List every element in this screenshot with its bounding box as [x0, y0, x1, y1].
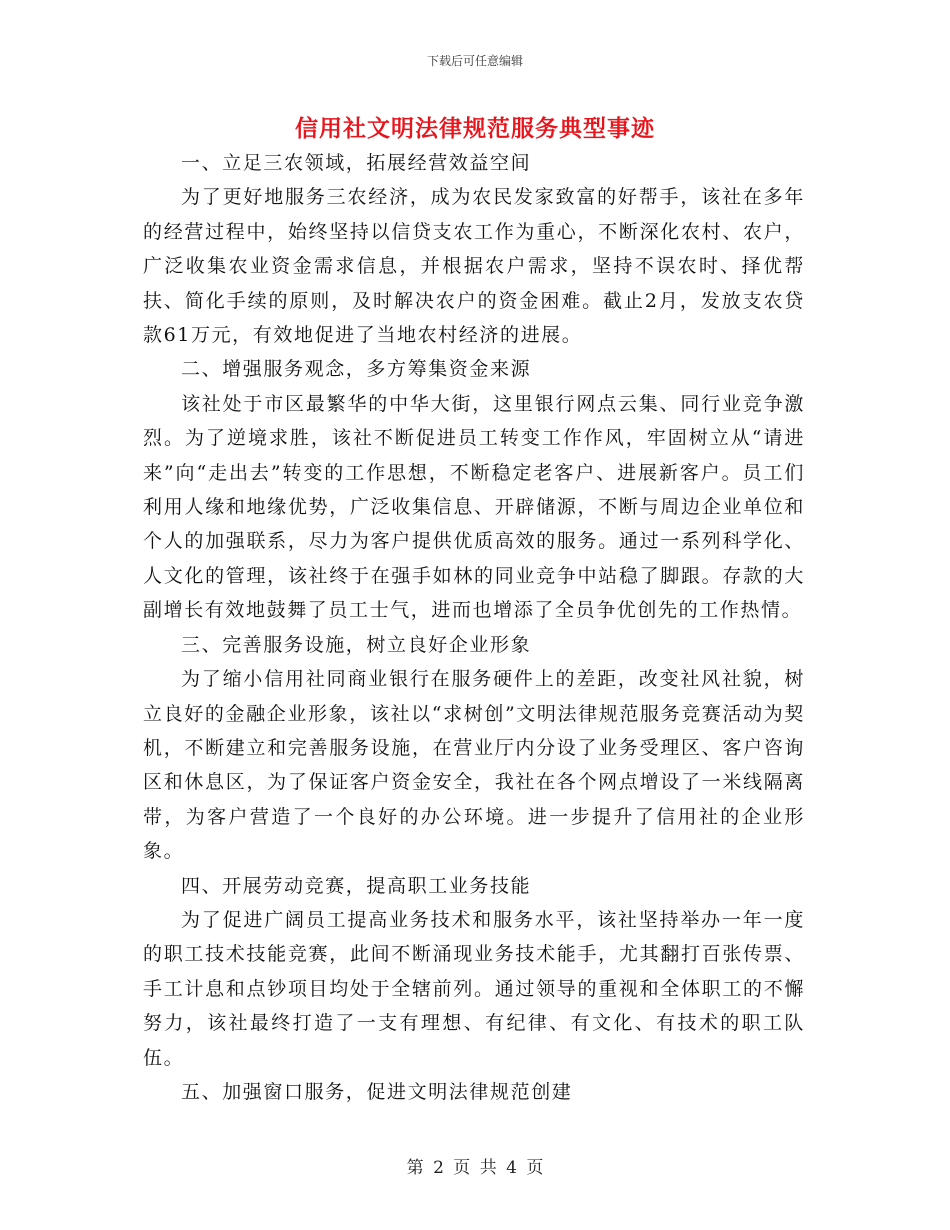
paragraph-1: 为了更好地服务三农经济，成为农民发家致富的好帮手，该社在多年的经营过程中，始终坚持以信贷支农工作为重心，不断深化农村、农户，广泛收集农业资金需求信息，并根据农户需求，坚持不误农时、择优帮扶、简化手续的原则，及时解决农户的资金困难。截止2月，发放支农贷款61万元，有效地促进了当地农村经济的进展。: [143, 186, 805, 347]
paragraph-3: 为了缩小信用社同商业银行在服务硬件上的差距，改变社风社貌，树立良好的金融企业形象，该社以“求树创”文明法律规范服务竞赛活动为契机，不断建立和完善服务设施，在营业厅内分设了业务受理区、客户咨询区和休息区，为了保证客户资金安全，我社在各个网点增设了一米线隔离带，为客户营造了一个良好的办公环境。进一步提升了信用社的企业形象。: [143, 668, 805, 863]
document-title: 信用社文明法律规范服务典型事迹: [295, 115, 655, 142]
section-heading-4: 四、开展劳动竞赛，提高职工业务技能: [181, 874, 532, 897]
section-heading-5: 五、加强窗口服务，促进文明法律规范创建: [181, 1080, 573, 1103]
document-body: [143, 146, 805, 1109]
paragraph-2: 该社处于市区最繁华的中华大街，这里银行网点云集、同行业竞争激烈。为了逆境求胜，该社不断促进员工转变工作作风，牢固树立从“请进来”向“走出去”转变的工作思想，不断稳定老客户、进展新客户。员工们利用人缘和地缘优势，广泛收集信息、开辟储源，不断与周边企业单位和个人的加强联系，尽力为客户提供优质高效的服务。通过一系列科学化、人文化的管理，该社终于在强手如林的同业竞争中站稳了脚跟。存款的大副增长有效地鼓舞了员工士气，进而也增添了全员争优创先的工作热情。: [143, 392, 805, 622]
paragraph-4: 为了促进广阔员工提高业务技术和服务水平，该社坚持举办一年一度的职工技术技能竞赛，此间不断涌现业务技术能手，尤其翻打百张传票、手工计息和点钞项目均处于全辖前列。通过领导的重视和全体职工的不懈努力，该社最终打造了一支有理想、有纪律、有文化、有技术的职工队伍。: [143, 908, 805, 1069]
section-heading-3: 三、完善服务设施，树立良好企业形象: [181, 633, 532, 656]
section-heading-1: 一、立足三农领域，拓展经营效益空间: [181, 152, 532, 174]
page-number-footer: 第 2 页 共 4 页: [406, 1158, 544, 1178]
section-heading-2: 二、增强服务观念，多方筹集资金来源: [181, 358, 532, 381]
page-header-note: 下载后可任意编辑: [426, 54, 523, 68]
